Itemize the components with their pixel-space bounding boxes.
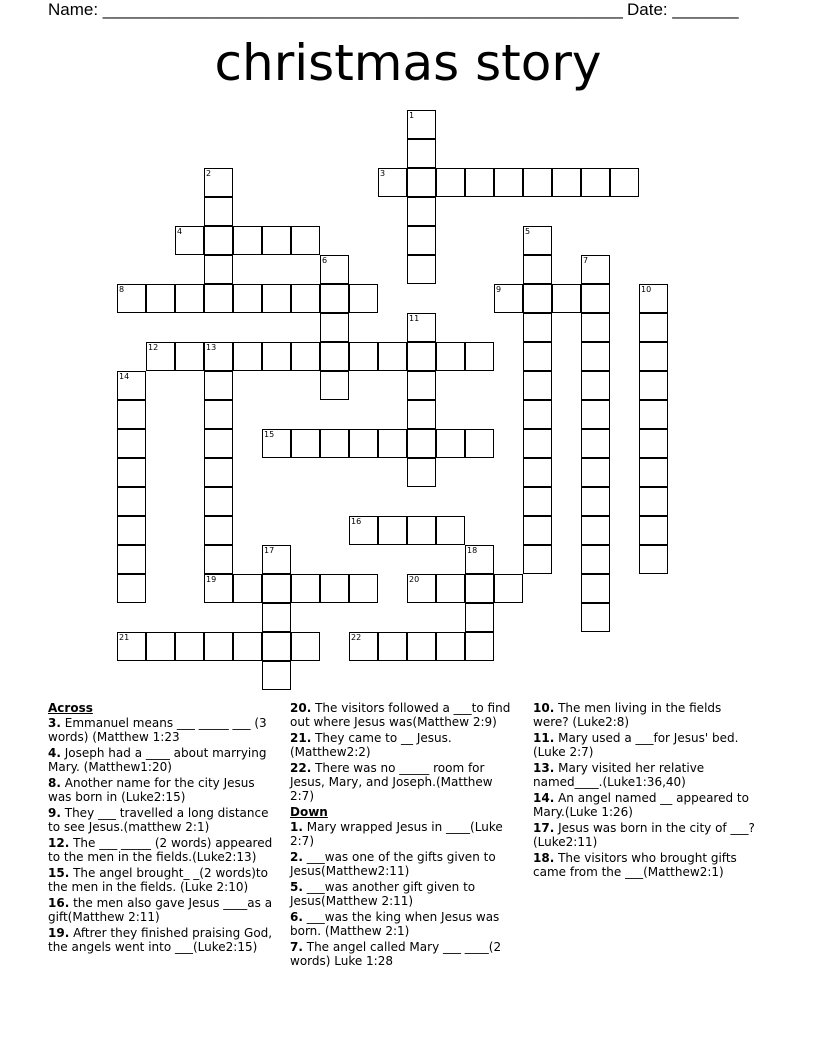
clue-number: 18 xyxy=(467,546,478,555)
clue-item xyxy=(48,866,273,894)
clue-item xyxy=(48,776,273,804)
grid-cell[interactable] xyxy=(523,371,552,400)
grid-cell[interactable] xyxy=(639,313,668,342)
clue-item xyxy=(290,761,520,803)
grid-cell[interactable] xyxy=(639,429,668,458)
grid-cell[interactable] xyxy=(523,545,552,574)
clue-text: Mary wrapped Jesus in ____(Luke 2:7) xyxy=(290,820,503,848)
grid-cell[interactable] xyxy=(523,313,552,342)
clue-number: 21 xyxy=(119,633,130,642)
clue-text: the men also gave Jesus ____as a gift(Matthew 2:11) xyxy=(48,896,273,924)
grid-cell[interactable] xyxy=(262,574,291,603)
grid-cell[interactable] xyxy=(117,400,146,429)
clue-number: 8. xyxy=(48,776,61,790)
grid-cell[interactable] xyxy=(262,661,291,690)
grid-cell[interactable] xyxy=(523,487,552,516)
grid-cell[interactable] xyxy=(291,632,320,661)
clue-number: 10 xyxy=(641,285,652,294)
grid-cell[interactable] xyxy=(581,516,610,545)
clue-number: 12. xyxy=(48,836,70,850)
grid-cell[interactable] xyxy=(204,545,233,574)
grid-cell[interactable] xyxy=(581,371,610,400)
grid-cell[interactable] xyxy=(494,168,523,197)
grid-cell[interactable] xyxy=(262,226,291,255)
grid-cell[interactable] xyxy=(581,255,610,284)
grid-cell[interactable] xyxy=(117,516,146,545)
grid-cell[interactable] xyxy=(349,574,378,603)
grid-cell[interactable] xyxy=(407,632,436,661)
grid-cell[interactable] xyxy=(233,574,262,603)
grid-cell[interactable] xyxy=(494,574,523,603)
grid-cell[interactable] xyxy=(349,429,378,458)
clue-item xyxy=(290,820,520,848)
clue-text: The men living in the fields were? (Luke2:8) xyxy=(533,701,722,729)
clue-item xyxy=(290,880,520,908)
grid-cell[interactable] xyxy=(523,458,552,487)
clue-item xyxy=(290,731,520,759)
clue-item xyxy=(48,896,273,924)
clue-number: 21. xyxy=(290,731,312,745)
grid-cell[interactable] xyxy=(465,342,494,371)
clue-text: The visitors followed a ___to find out where Jesus was(Matthew 2:9) xyxy=(290,701,511,729)
grid-cell[interactable] xyxy=(204,516,233,545)
clue-text: ___was the king when Jesus was born. (Matthew 2:1) xyxy=(290,910,500,938)
grid-cell[interactable] xyxy=(204,197,233,226)
grid-cell[interactable] xyxy=(262,284,291,313)
clue-number: 9 xyxy=(496,285,502,294)
grid-cell[interactable] xyxy=(117,429,146,458)
clue-number: 15. xyxy=(48,866,70,880)
grid-cell[interactable] xyxy=(175,284,204,313)
grid-cell[interactable] xyxy=(349,342,378,371)
clue-text: Mary visited her relative named____.(Luke1:36,40) xyxy=(533,761,705,789)
clue-number: 16. xyxy=(48,896,70,910)
grid-cell[interactable] xyxy=(639,487,668,516)
clue-number: 14 xyxy=(119,372,130,381)
clue-item xyxy=(290,910,520,938)
clue-number: 1. xyxy=(290,820,303,834)
grid-cell[interactable] xyxy=(378,168,407,197)
clue-text: They came to __ Jesus.(Matthew2:2) xyxy=(290,731,452,759)
grid-cell[interactable] xyxy=(117,284,146,313)
grid-cell[interactable] xyxy=(320,255,349,284)
clue-number: 8 xyxy=(119,285,125,294)
grid-cell[interactable] xyxy=(407,342,436,371)
grid-cell[interactable] xyxy=(581,284,610,313)
clue-number: 5. xyxy=(290,880,303,894)
clue-item xyxy=(48,836,273,864)
grid-cell[interactable] xyxy=(581,342,610,371)
grid-cell[interactable] xyxy=(320,574,349,603)
grid-cell[interactable] xyxy=(320,429,349,458)
grid-cell[interactable] xyxy=(204,168,233,197)
grid-cell[interactable] xyxy=(291,226,320,255)
puzzle-title: christmas story xyxy=(214,34,602,92)
grid-cell[interactable] xyxy=(146,632,175,661)
clue-number: 13 xyxy=(206,343,217,352)
grid-cell[interactable] xyxy=(581,400,610,429)
grid-cell[interactable] xyxy=(204,284,233,313)
grid-cell[interactable] xyxy=(436,168,465,197)
grid-cell[interactable] xyxy=(407,400,436,429)
clue-number: 11. xyxy=(533,731,555,745)
clue-number: 4. xyxy=(48,746,61,760)
clue-number: 16 xyxy=(351,517,362,526)
grid-cell[interactable] xyxy=(204,632,233,661)
grid-cell[interactable] xyxy=(117,632,146,661)
grid-cell[interactable] xyxy=(639,371,668,400)
date-line: Date: _______ xyxy=(627,0,739,19)
grid-cell[interactable] xyxy=(552,284,581,313)
clue-text: The visitors who brought gifts came from the ___(Matthew2:1) xyxy=(533,851,737,879)
grid-cell[interactable] xyxy=(378,429,407,458)
grid-cell[interactable] xyxy=(436,342,465,371)
clue-item xyxy=(533,731,758,759)
grid-cell[interactable] xyxy=(523,516,552,545)
clue-number: 9. xyxy=(48,806,61,820)
clues-column-3 xyxy=(533,701,758,881)
grid-cell[interactable] xyxy=(291,284,320,313)
clue-text: An angel named __ appeared to Mary.(Luke 1:26) xyxy=(533,791,749,819)
grid-cell[interactable] xyxy=(117,458,146,487)
grid-cell[interactable] xyxy=(523,284,552,313)
grid-cell[interactable] xyxy=(320,371,349,400)
clue-number: 5 xyxy=(525,227,531,236)
grid-cell[interactable] xyxy=(204,400,233,429)
grid-cell[interactable] xyxy=(581,487,610,516)
clue-text: Joseph had a ____ about marrying Mary. (Matthew1:20) xyxy=(48,746,267,774)
grid-cell[interactable] xyxy=(581,168,610,197)
clue-item xyxy=(290,850,520,878)
clue-number: 6 xyxy=(322,256,328,265)
grid-cell[interactable] xyxy=(204,371,233,400)
grid-cell[interactable] xyxy=(523,342,552,371)
grid-cell[interactable] xyxy=(581,429,610,458)
grid-cell[interactable] xyxy=(581,458,610,487)
clue-text: The angel brought_ _(2 words)to the men in the fields. (Luke 2:10) xyxy=(48,866,268,894)
grid-cell[interactable] xyxy=(581,313,610,342)
grid-cell[interactable] xyxy=(291,429,320,458)
grid-cell[interactable] xyxy=(291,574,320,603)
grid-cell[interactable] xyxy=(175,632,204,661)
grid-cell[interactable] xyxy=(262,342,291,371)
clue-item xyxy=(48,746,273,774)
grid-cell[interactable] xyxy=(262,545,291,574)
clue-number: 7 xyxy=(583,256,589,265)
clue-number: 17. xyxy=(533,821,555,835)
grid-cell[interactable] xyxy=(117,487,146,516)
grid-cell[interactable] xyxy=(465,545,494,574)
grid-cell[interactable] xyxy=(262,603,291,632)
clue-text: ___was another gift given to Jesus(Matthew 2:11) xyxy=(290,880,476,908)
clue-text: Emmanuel means ___ _____ ___ (3 words) (Matthew 1:23 xyxy=(48,716,267,744)
clue-text: There was no _____ room for Jesus, Mary, and Joseph.(Matthew 2:7) xyxy=(290,761,493,803)
clue-number: 12 xyxy=(148,343,159,352)
grid-cell[interactable] xyxy=(581,574,610,603)
grid-cell[interactable] xyxy=(204,226,233,255)
grid-cell[interactable] xyxy=(204,487,233,516)
grid-cell[interactable] xyxy=(465,603,494,632)
grid-cell[interactable] xyxy=(407,255,436,284)
grid-cell[interactable] xyxy=(146,284,175,313)
grid-cell[interactable] xyxy=(407,429,436,458)
clue-number: 19. xyxy=(48,926,70,940)
clue-number: 18. xyxy=(533,851,555,865)
clue-item xyxy=(290,940,520,968)
grid-cell[interactable] xyxy=(378,516,407,545)
clue-text: ___was one of the gifts given to Jesus(Matthew2:11) xyxy=(290,850,496,878)
clue-item xyxy=(48,716,273,744)
grid-cell[interactable] xyxy=(204,574,233,603)
clue-number: 20 xyxy=(409,575,420,584)
clue-item xyxy=(48,926,273,954)
clue-number: 15 xyxy=(264,430,275,439)
grid-cell[interactable] xyxy=(378,632,407,661)
grid-cell[interactable] xyxy=(639,458,668,487)
grid-cell[interactable] xyxy=(465,168,494,197)
clue-text: The angel called Mary ___ ____(2 words) Luke 1:28 xyxy=(290,940,502,968)
grid-cell[interactable] xyxy=(117,574,146,603)
grid-cell[interactable] xyxy=(407,139,436,168)
grid-cell[interactable] xyxy=(262,429,291,458)
clues-column-2 xyxy=(290,701,520,970)
grid-cell[interactable] xyxy=(436,516,465,545)
grid-cell[interactable] xyxy=(465,429,494,458)
grid-cell[interactable] xyxy=(552,168,581,197)
clue-number: 3 xyxy=(380,169,386,178)
grid-cell[interactable] xyxy=(523,255,552,284)
grid-cell[interactable] xyxy=(407,110,436,139)
grid-cell[interactable] xyxy=(291,342,320,371)
clue-number: 14. xyxy=(533,791,555,805)
grid-cell[interactable] xyxy=(407,226,436,255)
clues-column-1 xyxy=(48,701,273,956)
grid-cell[interactable] xyxy=(378,342,407,371)
grid-cell[interactable] xyxy=(320,313,349,342)
clue-number: 13. xyxy=(533,761,555,775)
clue-number: 3. xyxy=(48,716,61,730)
clue-number: 17 xyxy=(264,546,275,555)
clue-number: 22 xyxy=(351,633,362,642)
grid-cell[interactable] xyxy=(523,168,552,197)
grid-cell[interactable] xyxy=(320,284,349,313)
grid-cell[interactable] xyxy=(233,226,262,255)
grid-cell[interactable] xyxy=(523,429,552,458)
grid-cell[interactable] xyxy=(407,574,436,603)
clue-text: They ___ travelled a long distance to see Jesus.(matthew 2:1) xyxy=(48,806,269,834)
grid-cell[interactable] xyxy=(407,458,436,487)
down-heading: Down xyxy=(290,805,328,819)
grid-cell[interactable] xyxy=(407,371,436,400)
clue-item xyxy=(533,851,758,879)
clue-text: Aftrer they finished praising God, the angels went into ___(Luke2:15) xyxy=(48,926,273,954)
grid-cell[interactable] xyxy=(233,342,262,371)
grid-cell[interactable] xyxy=(262,632,291,661)
grid-cell[interactable] xyxy=(639,516,668,545)
grid-cell[interactable] xyxy=(117,371,146,400)
grid-cell[interactable] xyxy=(407,197,436,226)
clue-number: 11 xyxy=(409,314,420,323)
clue-number: 19 xyxy=(206,575,217,584)
grid-cell[interactable] xyxy=(175,342,204,371)
clue-number: 20. xyxy=(290,701,312,715)
grid-cell[interactable] xyxy=(436,574,465,603)
grid-cell[interactable] xyxy=(349,632,378,661)
grid-cell[interactable] xyxy=(146,342,175,371)
grid-cell[interactable] xyxy=(349,284,378,313)
clue-text: Another name for the city Jesus was born in (Luke2:15) xyxy=(48,776,255,804)
grid-cell[interactable] xyxy=(523,400,552,429)
clue-item xyxy=(533,761,758,789)
grid-cell[interactable] xyxy=(204,458,233,487)
grid-cell[interactable] xyxy=(204,342,233,371)
grid-cell[interactable] xyxy=(204,429,233,458)
grid-cell[interactable] xyxy=(465,632,494,661)
clue-number: 2 xyxy=(206,169,212,178)
clue-item xyxy=(533,791,758,819)
grid-cell[interactable] xyxy=(349,516,378,545)
clue-text: Mary used a ___for Jesus' bed.(Luke 2:7) xyxy=(533,731,739,759)
grid-cell[interactable] xyxy=(407,168,436,197)
clue-number: 22. xyxy=(290,761,312,775)
grid-cell[interactable] xyxy=(233,284,262,313)
clue-text: Jesus was born in the city of ___?(Luke2:11) xyxy=(533,821,755,849)
grid-cell[interactable] xyxy=(581,545,610,574)
grid-cell[interactable] xyxy=(175,226,204,255)
across-heading: Across xyxy=(48,701,93,715)
grid-cell[interactable] xyxy=(610,168,639,197)
clue-item xyxy=(533,701,758,729)
grid-cell[interactable] xyxy=(523,226,552,255)
grid-cell[interactable] xyxy=(204,255,233,284)
grid-cell[interactable] xyxy=(639,284,668,313)
grid-cell[interactable] xyxy=(581,603,610,632)
clue-item xyxy=(533,821,758,849)
grid-cell[interactable] xyxy=(465,574,494,603)
grid-cell[interactable] xyxy=(407,516,436,545)
clue-item xyxy=(48,806,273,834)
clue-text: The ___ _____ (2 words) appeared to the men in the fields.(Luke2:13) xyxy=(48,836,273,864)
clue-number: 1 xyxy=(409,111,415,120)
clue-number: 10. xyxy=(533,701,555,715)
grid-cell[interactable] xyxy=(436,632,465,661)
grid-cell[interactable] xyxy=(320,342,349,371)
grid-cell[interactable] xyxy=(233,632,262,661)
clue-number: 7. xyxy=(290,940,303,954)
grid-cell[interactable] xyxy=(639,400,668,429)
grid-cell[interactable] xyxy=(436,429,465,458)
grid-cell[interactable] xyxy=(639,545,668,574)
clue-number: 4 xyxy=(177,227,183,236)
clue-number: 2. xyxy=(290,850,303,864)
grid-cell[interactable] xyxy=(407,313,436,342)
grid-cell[interactable] xyxy=(639,342,668,371)
name-line: Name: _______________________________________________________ xyxy=(48,0,623,19)
clue-number: 6. xyxy=(290,910,303,924)
grid-cell[interactable] xyxy=(494,284,523,313)
grid-cell[interactable] xyxy=(117,545,146,574)
clue-item xyxy=(290,701,520,729)
